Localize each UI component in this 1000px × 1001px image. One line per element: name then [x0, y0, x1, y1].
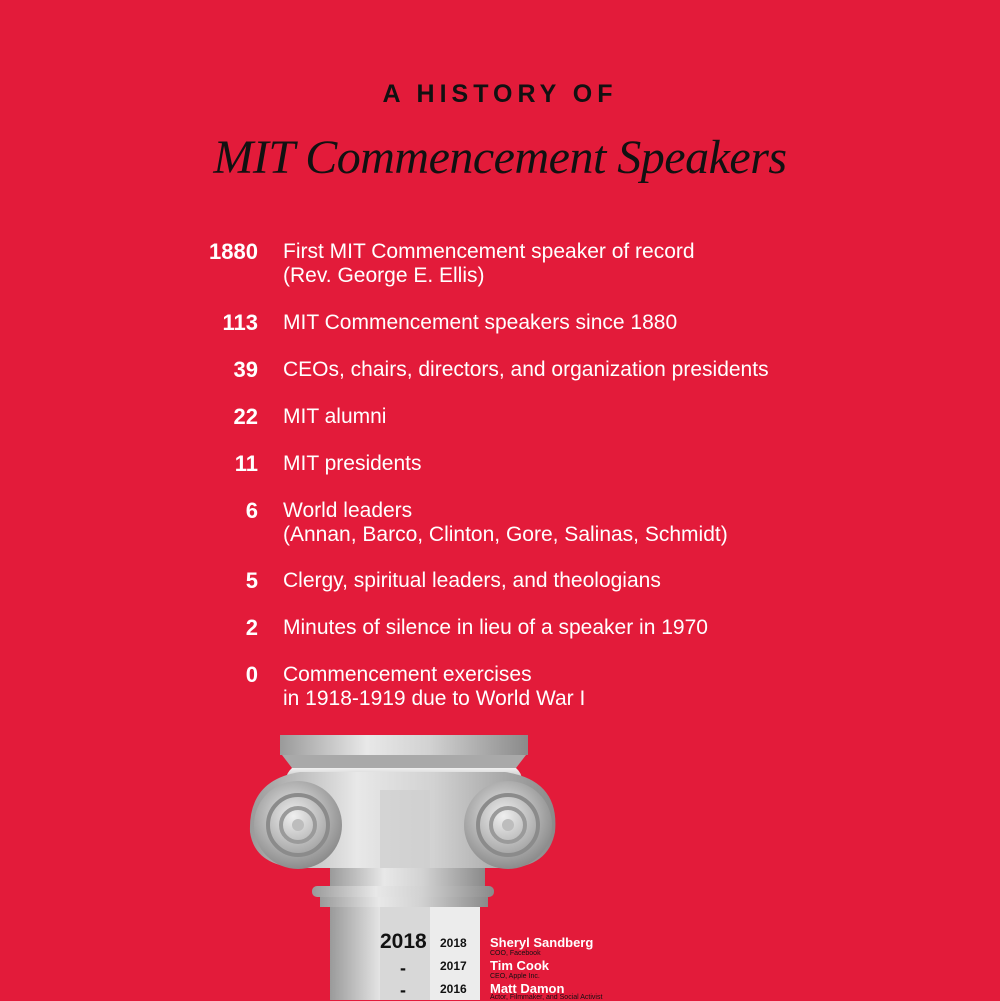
- fact-number: 11: [234, 451, 258, 476]
- fact-number: 6: [245, 498, 258, 523]
- timeline-year: 2016: [440, 982, 467, 996]
- fact-number: 1880: [209, 239, 258, 264]
- timeline-dash: -: [400, 958, 406, 978]
- speaker-role: COO, Facebook: [490, 950, 541, 957]
- fact-line: MIT alumni: [283, 405, 387, 428]
- timeline-year: 2017: [440, 959, 467, 973]
- fact-line: World leaders: [283, 499, 413, 522]
- page-title: MIT Commencement Speakers: [213, 131, 787, 184]
- timeline-year: 2018: [440, 936, 467, 950]
- fact-number: 22: [233, 404, 258, 429]
- fact-number: 113: [222, 310, 258, 335]
- timeline-big-year: 2018: [380, 930, 427, 953]
- speaker-name: Tim Cook: [490, 958, 549, 973]
- fact-line: (Annan, Barco, Clinton, Gore, Salinas, Schmidt): [283, 523, 728, 546]
- speaker-role: Actor, Filmmaker, and Social Activist: [490, 994, 603, 1001]
- fact-line: MIT Commencement speakers since 1880: [283, 311, 678, 334]
- fact-number: 0: [245, 662, 258, 687]
- fact-number: 2: [245, 615, 258, 640]
- fact-line: Clergy, spiritual leaders, and theologians: [283, 569, 661, 592]
- fact-line: CEOs, chairs, directors, and organization presidents: [283, 358, 769, 381]
- speaker-role: CEO, Apple Inc.: [490, 973, 540, 980]
- fact-line: in 1918-1919 due to World War I: [283, 687, 586, 710]
- fact-line: Commencement exercises: [283, 663, 532, 686]
- speaker-name: Sheryl Sandberg: [490, 935, 594, 950]
- fact-line: (Rev. George E. Ellis): [283, 264, 485, 287]
- header-kicker: A HISTORY OF: [382, 80, 618, 108]
- fact-number: 39: [233, 357, 258, 382]
- speaker-name: Matt Damon: [490, 981, 565, 996]
- timeline-dash: -: [400, 980, 406, 1000]
- fact-number: 5: [245, 568, 258, 593]
- fact-line: MIT presidents: [283, 452, 422, 475]
- fact-line: First MIT Commencement speaker of record: [283, 240, 695, 263]
- fact-line: Minutes of silence in lieu of a speaker in 1970: [283, 616, 708, 639]
